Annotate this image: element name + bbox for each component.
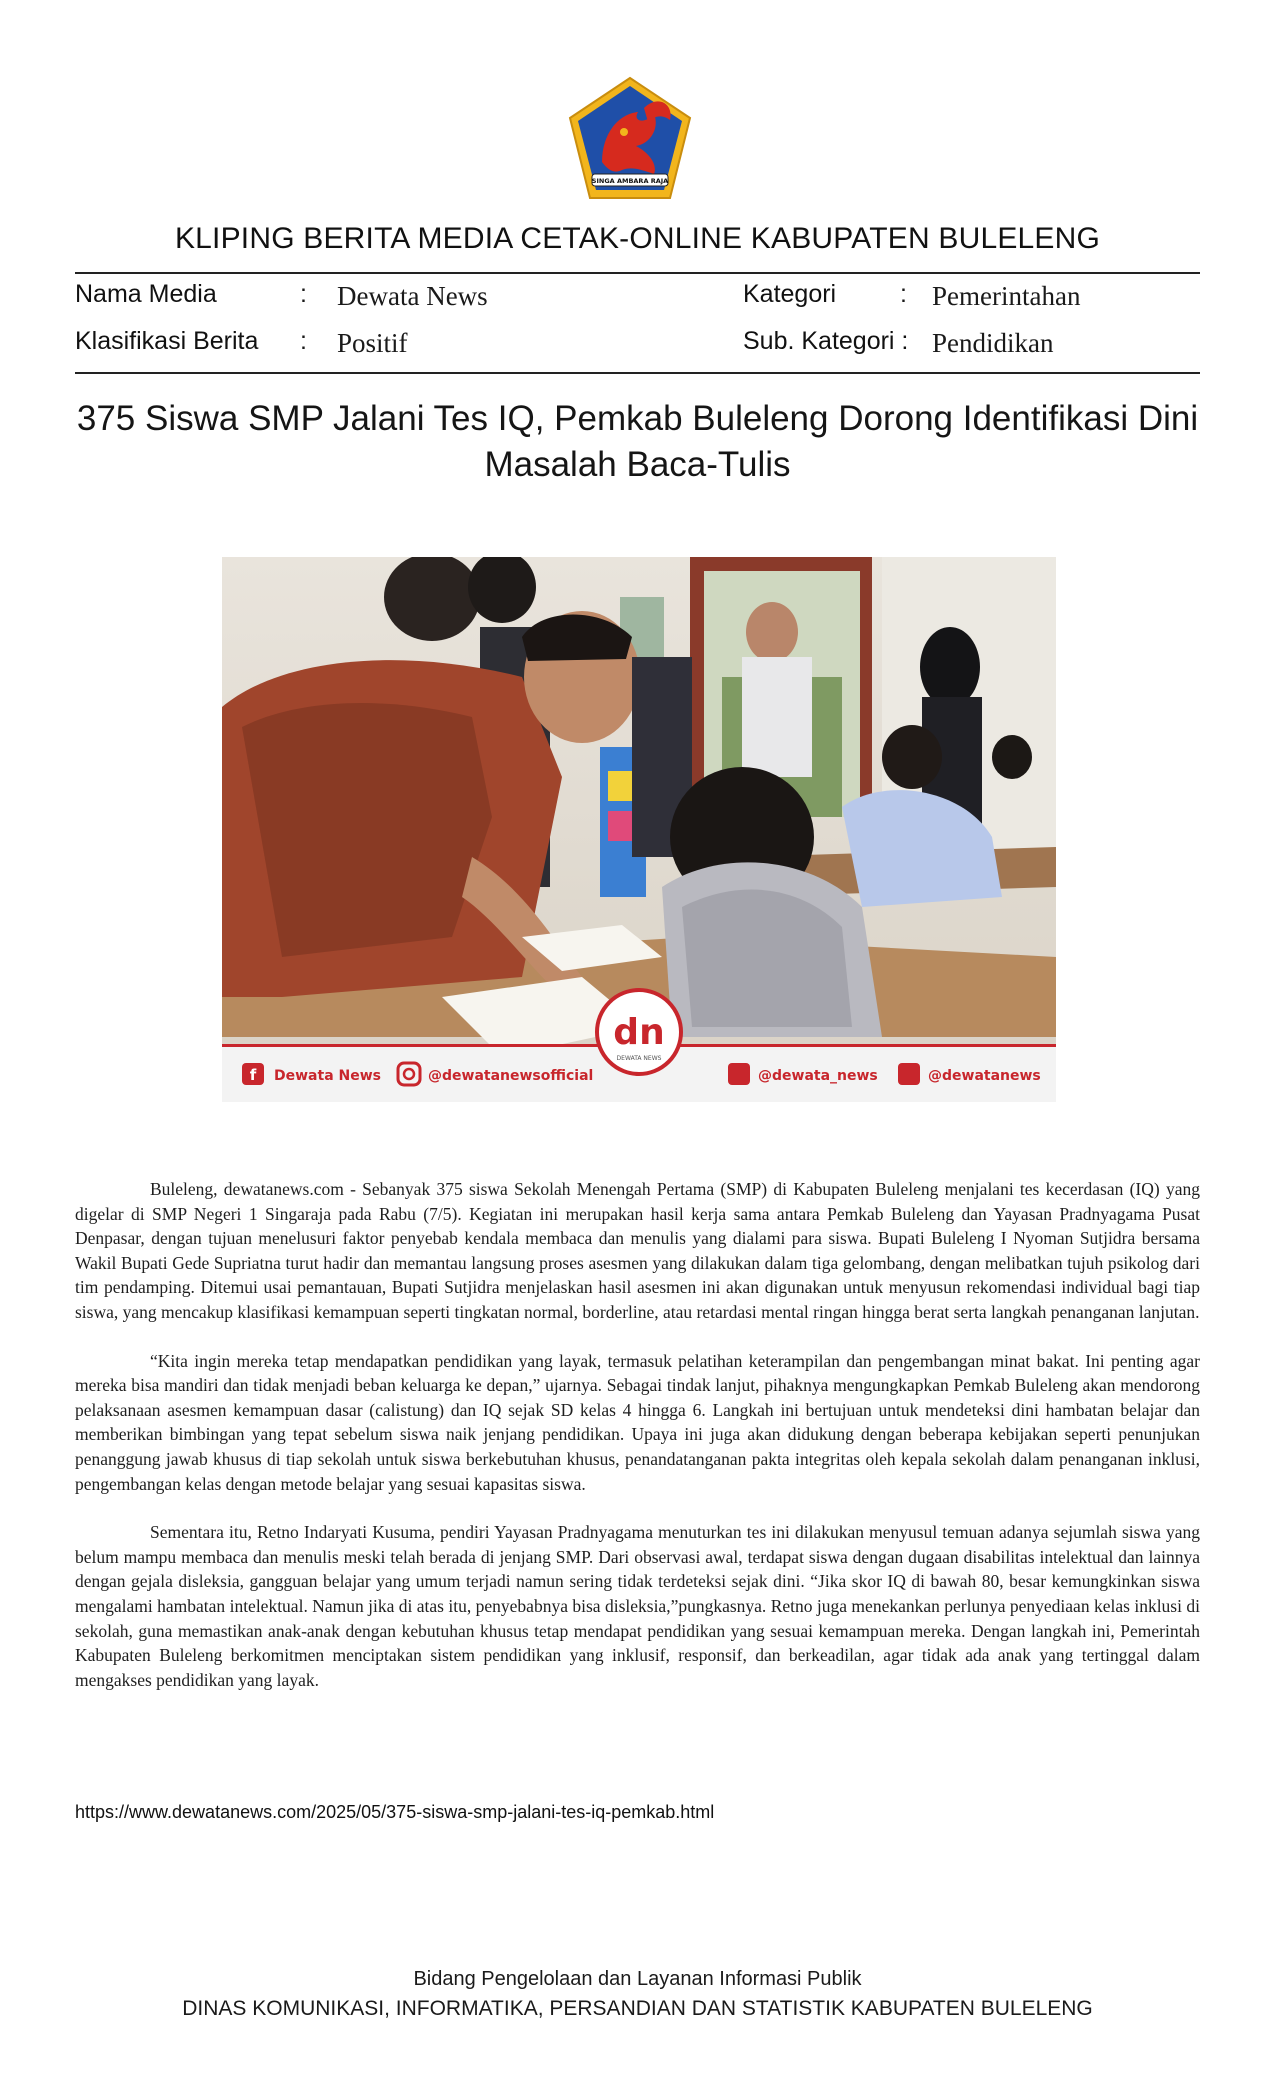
svg-text:f: f	[249, 1066, 257, 1084]
banner-tiktok: @dewatanews	[928, 1068, 1041, 1084]
article-paragraph-2: “Kita ingin mereka tetap mendapatkan pendidikan yang layak, termasuk pelatihan keterampilan dan pengembangan minat bakat. Ini penting agar mereka bisa mandiri dan tidak menjadi beban keluarga ke depan,” ujarnya. Sebagai tindak lanjut, pihaknya mengungkapkan Pemkab Buleleng akan mendorong pelaksanaan asesmen kemampuan dasar (calistung) dan IQ sejak SD kelas 4 hingga 6. Langkah ini bertujuan untuk mendeteksi dini hambatan belajar dan memberikan bimbingan yang tepat sebelum siswa naik jenjang pendidikan. Upaya ini juga akan didukung dengan beberapa kebijakan seperti penunjukan penanggung jawab khusus di tiap sekolah untuk siswa berkebutuhan khusus, penandatanganan pakta integritas oleh kepala sekolah dalam penanganan inklusi, pengembangan kelas dengan metode belajar yang sesuai kapasitas siswa.	[75, 1350, 1200, 1494]
tiktok-icon	[898, 1063, 920, 1085]
article-body	[75, 1177, 1200, 1716]
kategori-label: Kategori	[743, 280, 837, 308]
media-label: Nama Media	[75, 280, 217, 308]
kategori-value: Pemerintahan	[932, 281, 1081, 311]
klasifikasi-value: Positif	[337, 328, 408, 358]
media-value: Dewata News	[337, 281, 488, 311]
subkategori-value: Pendidikan	[932, 328, 1054, 358]
headline-line-2: Masalah Baca-Tulis	[484, 445, 791, 484]
footer-agency: DINAS KOMUNIKASI, INFORMATIKA, PERSANDIAN DAN STATISTIK KABUPATEN BULELENG	[182, 1997, 1093, 2020]
buleleng-crest-logo	[562, 74, 698, 202]
klasifikasi-colon: :	[300, 327, 307, 355]
article-paragraph-1: Buleleng, dewatanews.com - Sebanyak 375 siswa Sekolah Menengah Pertama (SMP) di Kabupaten Buleleng menjalani tes kecerdasan (IQ) yang digelar di SMP Negeri 1 Singaraja pada Rabu (7/5). Kegiatan ini merupakan hasil kerja sama antara Pemkab Buleleng dan Yayasan Pradnyagama Pusat Denpasar, dengan tujuan menelusuri faktor penyebab kendala membaca dan menulis yang dialami para siswa. Bupati Buleleng I Nyoman Sutjidra bersama Wakil Bupati Gede Supriatna turut hadir dan memantau langsung proses asesmen yang dilakukan dalam tiga gelombang, dengan melibatkan tujuh psikolog dari tim pendamping. Ditemui usai pemantauan, Bupati Sutjidra menjelaskan hasil asesmen ini akan digunakan untuk menyusun rekomendasi individual bagi tiap siswa, yang mencakup klasifikasi kemampuan seperti tingkatan normal, borderline, atau retardasi mental ringan hingga berat serta langkah penanganan lanjutan.	[75, 1179, 1200, 1322]
dn-logo-letters: dn	[613, 1012, 665, 1053]
banner-instagram: @dewatanewsofficial	[428, 1068, 594, 1084]
headline-line-1: 375 Siswa SMP Jalani Tes IQ, Pemkab Buleleng Dorong Identifikasi Dini	[76, 399, 1199, 438]
media-colon: :	[300, 280, 307, 308]
article-paragraph-3: Sementara itu, Retno Indaryati Kusuma, pendiri Yayasan Pradnyagama menuturkan tes ini dilakukan menyusul temuan adanya sejumlah siswa yang belum mampu membaca dan menulis meski telah berada di jenjang SMP. Dari observasi awal, terdapat siswa dengan dugaan disabilitas intelektual dan lainnya dengan gejala disleksia, gangguan belajar yang umum terjadi namun sering tidak terdeteksi sejak dini. “Jika skor IQ di bawah 80, besar kemungkinkan siswa mengalami hambatan intelektual. Namun jika di atas itu, penyebabnya bisa disleksia,”pungkasnya. Retno juga menekankan perlunya penyediaan kelas inklusi di sekolah, guna memastikan anak-anak dengan kebutuhan khusus tetap mendapat pendidikan yang sesuai kemampuan mereka. Dengan langkah ini, Pemerintah Kabupaten Buleleng berkomitmen menciptakan sistem pendidikan yang inklusif, responsif, dan berkeadilan, agar tidak ada anak yang tertinggal dalam mengakses pendidikan yang layak.	[75, 1522, 1200, 1690]
source-link[interactable]: https://www.dewatanews.com/2025/05/375-siswa-smp-jalani-tes-iq-pemkab.html	[75, 1802, 715, 1822]
twitter-icon	[728, 1063, 750, 1085]
footer-division: Bidang Pengelolaan dan Layanan Informasi Publik	[413, 1968, 862, 1990]
klasifikasi-label: Klasifikasi Berita	[75, 327, 259, 355]
banner-facebook: Dewata News	[274, 1068, 381, 1084]
header-rule-top	[75, 272, 1200, 274]
subkategori-label: Sub. Kategori :	[743, 327, 909, 355]
article-photo	[222, 557, 1056, 1102]
banner-twitter: @dewata_news	[758, 1068, 878, 1084]
article-headline	[75, 396, 1200, 488]
header-rule-bottom	[75, 372, 1200, 374]
dn-logo-caption: DEWATA NEWS	[616, 1055, 662, 1062]
document-title: KLIPING BERITA MEDIA CETAK-ONLINE KABUPATEN BULELENG	[174, 222, 1101, 255]
logo-text: SINGA AMBARA RAJA	[591, 177, 669, 185]
kategori-colon: :	[900, 280, 907, 308]
